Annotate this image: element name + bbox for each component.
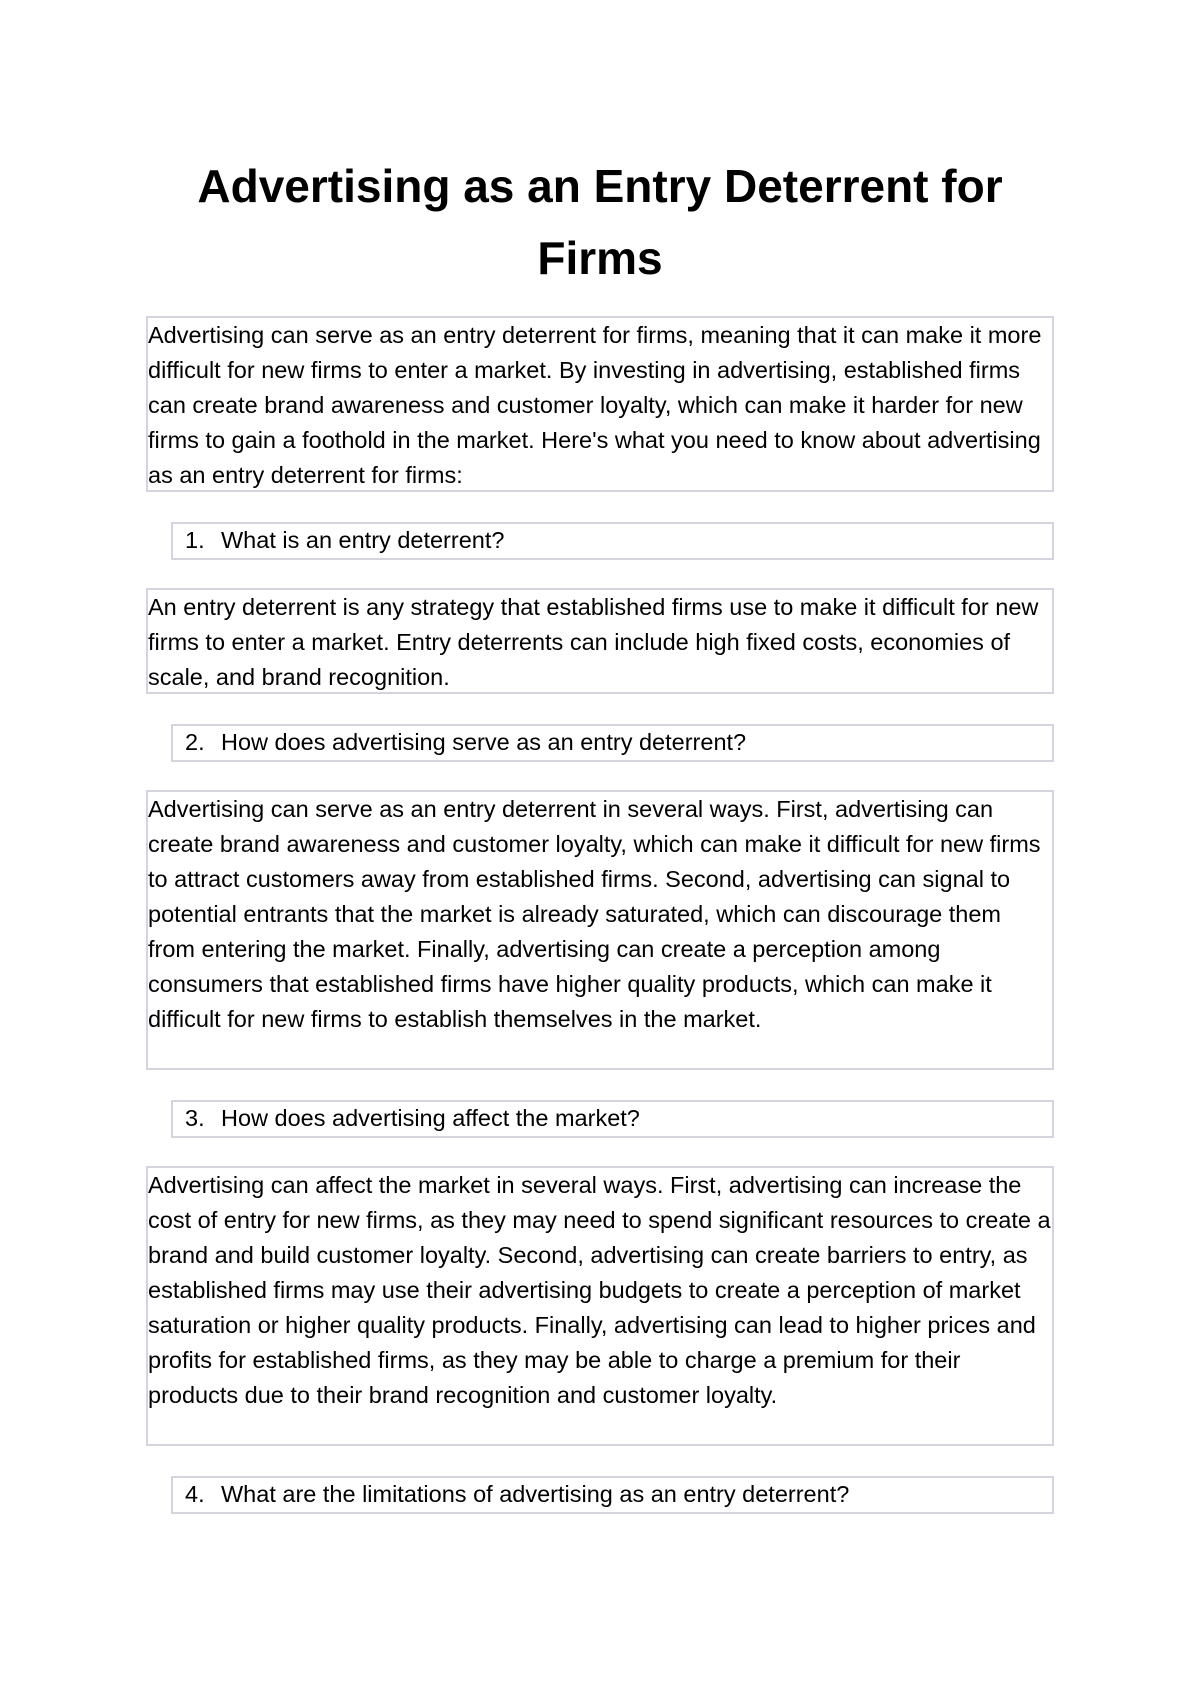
answer-3	[146, 1166, 1054, 1446]
question-number: 2.	[185, 729, 205, 755]
question-text: How does advertising serve as an entry deterrent?	[221, 729, 747, 755]
answer-1	[146, 588, 1054, 694]
question-text: What are the limitations of advertising as an entry deterrent?	[221, 1481, 850, 1507]
intro-paragraph	[146, 316, 1054, 492]
answer-2	[146, 790, 1054, 1070]
question-3	[171, 1100, 1054, 1138]
question-text: How does advertising affect the market?	[221, 1105, 640, 1131]
answer-text: An entry deterrent is any strategy that established firms use to make it difficult for new firms to enter a market. Entry deterrents can include high fixed costs, economies of scale, and brand recognition.	[148, 594, 1039, 690]
question-number: 1.	[185, 527, 205, 553]
question-1	[171, 522, 1054, 560]
question-text: What is an entry deterrent?	[221, 527, 505, 553]
page-title: Advertising as an Entry Deterrent for Firms	[197, 160, 1003, 284]
question-number: 3.	[185, 1105, 205, 1131]
intro-text: Advertising can serve as an entry deterrent for firms, meaning that it can make it more difficult for new firms to enter a market. By investing in advertising, established firms can create brand awareness and customer loyalty, which can make it harder for new firms to gain a foothold in the market. Here's what you need to know about advertising as an entry deterrent for firms:	[148, 322, 1042, 488]
question-number: 4.	[185, 1481, 205, 1507]
question-4	[171, 1476, 1054, 1514]
answer-text: Advertising can affect the market in several ways. First, advertising can increase the cost of entry for new firms, as they may need to spend significant resources to create a brand and build customer loyalty. Second, advertising can create barriers to entry, as established firms may use their advertising budgets to create a perception of market saturation or higher quality products. Finally, advertising can lead to higher prices and profits for established firms, as they may be able to charge a premium for their products due to their brand recognition and customer loyalty.	[148, 1172, 1051, 1408]
answer-text: Advertising can serve as an entry deterrent in several ways. First, advertising can create brand awareness and customer loyalty, which can make it difficult for new firms to attract customers away from established firms. Second, advertising can signal to potential entrants that the market is already saturated, which can discourage them from entering the market. Finally, advertising can create a perception among consumers that established firms have higher quality products, which can make it difficult for new firms to establish themselves in the market.	[148, 796, 1041, 1032]
question-2	[171, 724, 1054, 762]
